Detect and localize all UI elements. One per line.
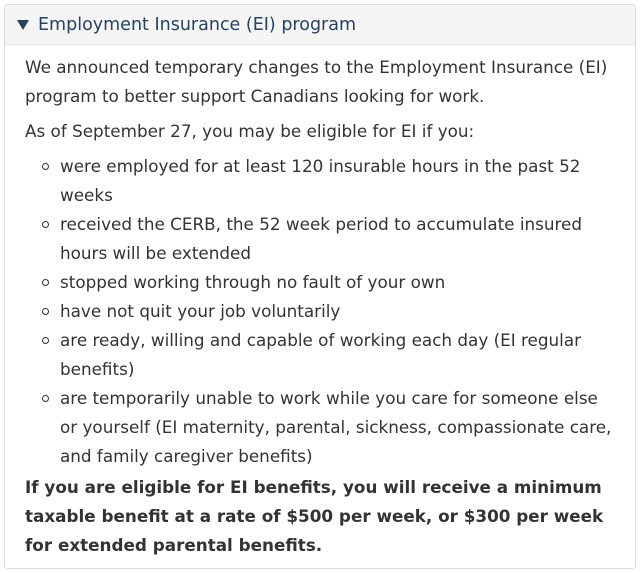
circle-bullet-icon [42,308,49,315]
intro-paragraph: We announced temporary changes to the Employment Insurance (EI) program to better support Canadians looking for work. [25,57,608,106]
eligibility-heading: As of September 27, you may be eligible for EI if you: [25,121,475,141]
circle-bullet-icon [42,221,49,228]
list-item: have not quit your job voluntarily [60,297,615,326]
section-content [5,45,635,560]
circle-bullet-icon [42,279,49,286]
eligibility-list [25,152,615,471]
triangle-down-icon [17,20,29,30]
ei-program-summary-toggle[interactable] [5,5,635,45]
benefit-note: If you are eligible for EI benefits, you will receive a minimum taxable benefit at a rate of $500 per week, or $300 per week for extended parental benefits. [25,477,604,555]
list-item: are ready, willing and capable of working each day (EI regular benefits) [60,326,615,384]
ei-program-details [4,4,636,569]
section-title: Employment Insurance (EI) program [38,14,357,35]
circle-bullet-icon [42,337,49,344]
list-item: received the CERB, the 52 week period to accumulate insured hours will be extended [60,210,615,268]
circle-bullet-icon [42,395,49,402]
list-item: are temporarily unable to work while you care for someone else or yourself (EI maternity, parental, sickness, compassionate care, and family caregiver benefits) [60,384,615,471]
list-item: were employed for at least 120 insurable hours in the past 52 weeks [60,152,615,210]
list-item: stopped working through no fault of your own [60,268,615,297]
circle-bullet-icon [42,163,49,170]
